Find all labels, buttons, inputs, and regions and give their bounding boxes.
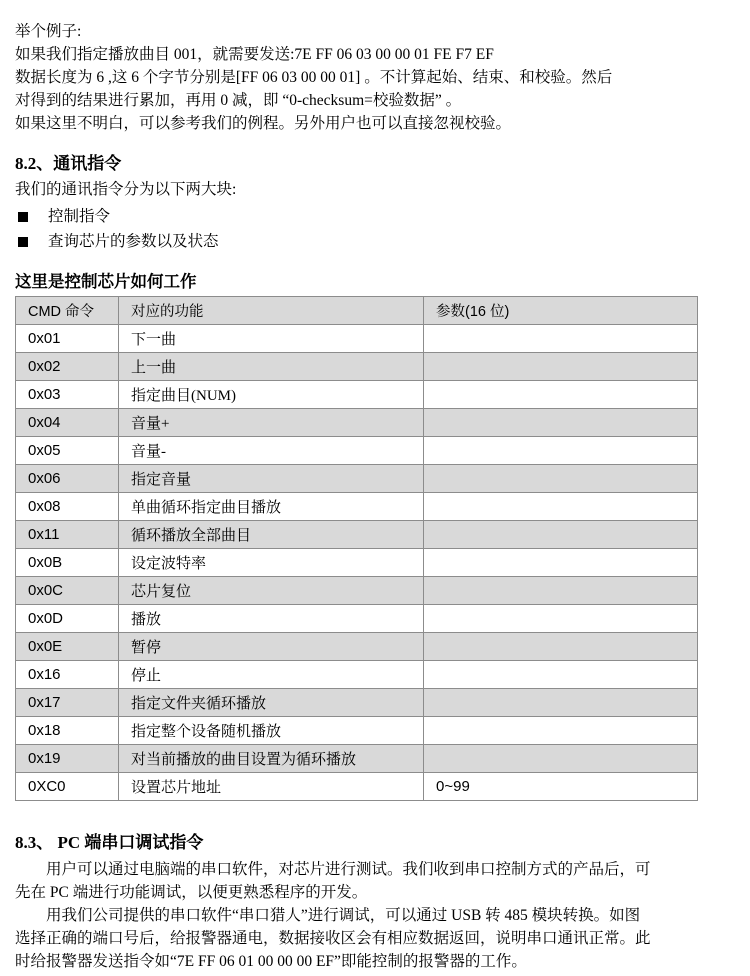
column-header-param: 参数(16 位): [424, 297, 698, 325]
table-row: [16, 605, 698, 633]
function-cell: 指定音量: [119, 465, 424, 493]
param-cell: [424, 605, 698, 633]
param-cell: [424, 353, 698, 381]
intro-line: 如果这里不明白，可以参考我们的例程。另外用户也可以直接忽视校验。: [15, 115, 512, 132]
param-cell: [424, 493, 698, 521]
function-cell: 停止: [119, 661, 424, 689]
cmd-cell: 0x0D: [16, 605, 119, 633]
cmd-cell: 0x0E: [16, 633, 119, 661]
table-row: [16, 773, 698, 801]
function-cell: 指定文件夹循环播放: [119, 689, 424, 717]
cmd-cell: 0x11: [16, 521, 119, 549]
paragraph-line: 选择正确的端口号后，给报警器通电，数据接收区会有相应数据返回，说明串口通讯正常。此: [15, 930, 651, 947]
table-row: [16, 633, 698, 661]
function-cell: 指定曲目(NUM): [119, 381, 424, 409]
param-cell: [424, 549, 698, 577]
param-cell: [424, 409, 698, 437]
cmd-cell: 0x0C: [16, 577, 119, 605]
function-cell: 设置芯片地址: [119, 773, 424, 801]
table-row: [16, 437, 698, 465]
section-8-3-paragraphs: [15, 858, 735, 973]
function-cell: 暂停: [119, 633, 424, 661]
table-row: [16, 353, 698, 381]
cmd-cell: 0x16: [16, 661, 119, 689]
table-row: [16, 689, 698, 717]
param-cell: [424, 745, 698, 773]
cmd-cell: 0XC0: [16, 773, 119, 801]
param-cell: [424, 465, 698, 493]
cmd-cell: 0x02: [16, 353, 119, 381]
table-row: [16, 661, 698, 689]
bullet-square-icon: [18, 212, 28, 222]
cmd-cell: 0x05: [16, 437, 119, 465]
section-8-3-heading: 8.3、 PC 端串口调试指令: [15, 833, 204, 852]
list-item: [15, 204, 735, 229]
intro-line: 举个例子:: [15, 23, 82, 40]
paragraph-line: 用户可以通过电脑端的串口软件，对芯片进行测试。我们收到串口控制方式的产品后，可: [46, 861, 651, 878]
cmd-cell: 0x01: [16, 325, 119, 353]
function-cell: 音量+: [119, 409, 424, 437]
cmd-cell: 0x04: [16, 409, 119, 437]
function-cell: 音量-: [119, 437, 424, 465]
param-cell: [424, 381, 698, 409]
param-cell: [424, 661, 698, 689]
bullet-list: [15, 204, 735, 254]
function-cell: 芯片复位: [119, 577, 424, 605]
function-cell: 单曲循环指定曲目播放: [119, 493, 424, 521]
cmd-cell: 0x03: [16, 381, 119, 409]
paragraph-line: 用我们公司提供的串口软件“串口猎人”进行调试，可以通过 USB 转 485 模块转换。如图: [46, 907, 641, 924]
function-cell: 指定整个设备随机播放: [119, 717, 424, 745]
intro-line: 数据长度为 6 ,这 6 个字节分别是[FF 06 03 00 00 01] 。不计算起始、结束、和校验。然后: [15, 69, 613, 86]
column-header-function: 对应的功能: [119, 297, 424, 325]
function-cell: 设定波特率: [119, 549, 424, 577]
table-row: [16, 717, 698, 745]
intro-line: 对得到的结果进行累加，再用 0 减，即 “0-checksum=校验数据” 。: [15, 92, 462, 109]
param-cell: [424, 521, 698, 549]
param-cell: [424, 325, 698, 353]
table-row: [16, 745, 698, 773]
bullet-square-icon: [18, 237, 28, 247]
table-row: [16, 577, 698, 605]
table-row: [16, 465, 698, 493]
function-cell: 对当前播放的曲目设置为循环播放: [119, 745, 424, 773]
paragraph-line: 时给报警器发送指令如“7E FF 06 01 00 00 00 EF”即能控制的报警器的工作。: [15, 953, 527, 970]
cmd-cell: 0x0B: [16, 549, 119, 577]
table-row: [16, 521, 698, 549]
table-row: [16, 325, 698, 353]
cmd-cell: 0x18: [16, 717, 119, 745]
cmd-cell: 0x17: [16, 689, 119, 717]
column-header-cmd: CMD 命令: [16, 297, 119, 325]
table-row: [16, 493, 698, 521]
table-header-row: [16, 297, 698, 325]
function-cell: 播放: [119, 605, 424, 633]
bullet-item-label: 控制指令: [48, 208, 111, 225]
cmd-cell: 0x19: [16, 745, 119, 773]
param-cell: [424, 437, 698, 465]
table-row: [16, 409, 698, 437]
function-cell: 循环播放全部曲目: [119, 521, 424, 549]
param-cell: 0~99: [424, 773, 698, 801]
table-caption: 这里是控制芯片如何工作: [15, 272, 197, 291]
function-cell: 上一曲: [119, 353, 424, 381]
bullet-item-label: 查询芯片的参数以及状态: [48, 233, 219, 250]
param-cell: [424, 689, 698, 717]
table-row: [16, 549, 698, 577]
intro-paragraph: [15, 20, 735, 135]
section-8-2-intro: 我们的通讯指令分为以下两大块:: [15, 181, 237, 198]
paragraph-line: 先在 PC 端进行功能调试，以便更熟悉程序的开发。: [15, 884, 368, 901]
param-cell: [424, 633, 698, 661]
cmd-cell: 0x06: [16, 465, 119, 493]
list-item: [15, 229, 735, 254]
cmd-cell: 0x08: [16, 493, 119, 521]
function-cell: 下一曲: [119, 325, 424, 353]
intro-line: 如果我们指定播放曲目 001，就需要发送:7E FF 06 03 00 00 01 FE F7 EF: [15, 46, 494, 63]
command-table: [15, 296, 698, 801]
param-cell: [424, 577, 698, 605]
param-cell: [424, 717, 698, 745]
table-row: [16, 381, 698, 409]
section-8-2-heading: 8.2、通讯指令: [15, 154, 122, 173]
